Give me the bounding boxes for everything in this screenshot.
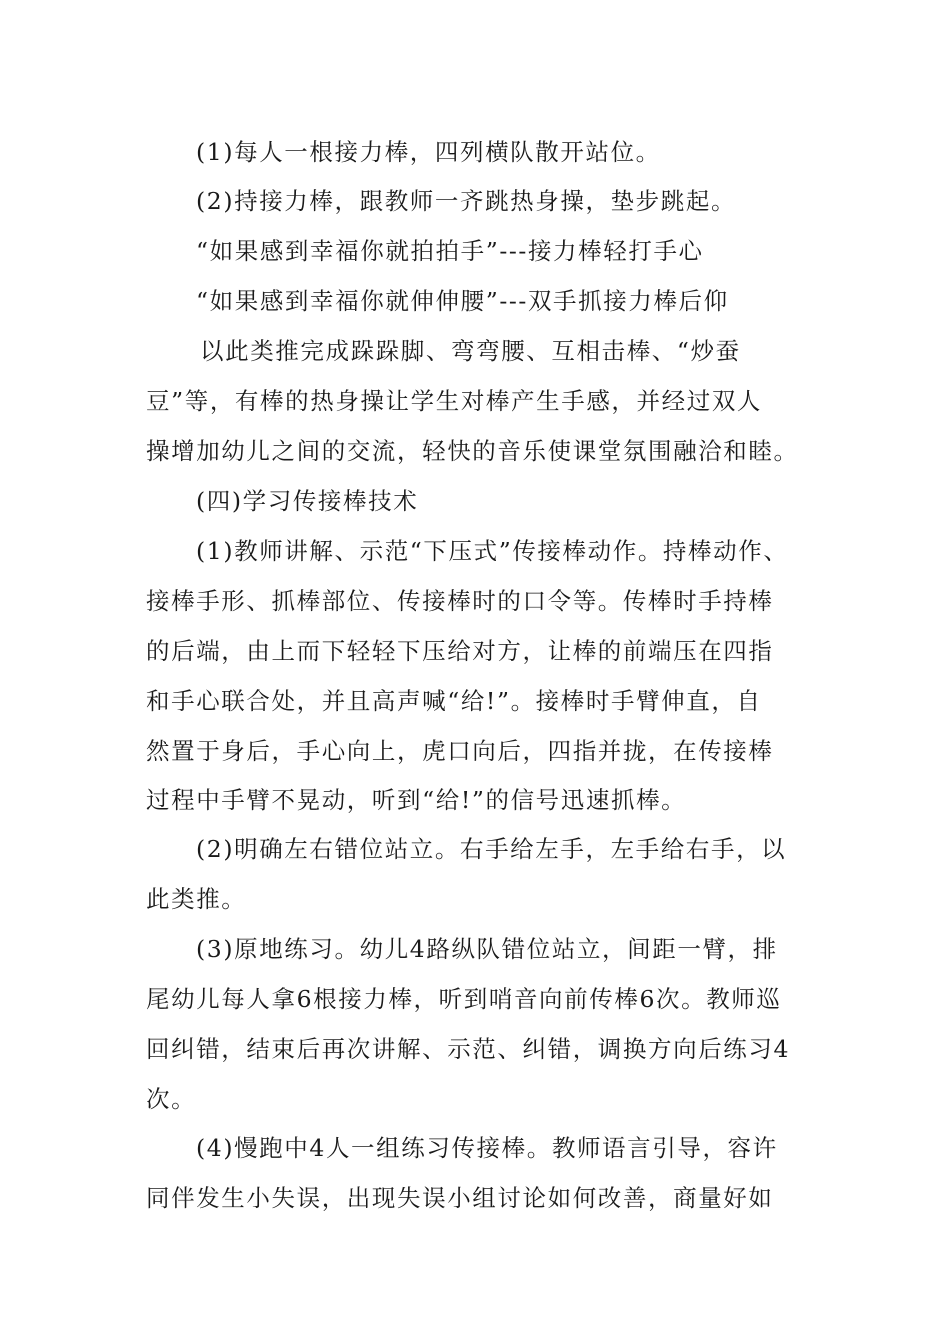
paragraph-line: 和手心联合处，并且高声喊“给!”。接棒时手臂伸直，自: [146, 687, 762, 715]
paragraph-line: 过程中手臂不晃动，听到“给!”的信号迅速抓棒。: [146, 786, 687, 814]
paragraph-line: 同伴发生小失误，出现失误小组讨论如何改善，商量好如: [146, 1184, 774, 1212]
paragraph-line: 回纠错，结束后再次讲解、示范、纠错，调换方向后练习4: [146, 1035, 791, 1063]
paragraph-line: 豆”等，有棒的热身操让学生对棒产生手感，并经过双人: [146, 387, 763, 415]
section-heading: (四)学习传接棒技术: [196, 487, 419, 515]
paragraph-line: 的后端，由上而下轻轻下压给对方，让棒的前端压在四指: [146, 637, 774, 665]
paragraph-line: (2)持接力棒，跟教师一齐跳热身操，垫步跳起。: [196, 187, 737, 215]
paragraph-line: (1)每人一根接力棒，四列横队散开站位。: [196, 138, 661, 166]
paragraph-line: (3)原地练习。幼儿4路纵队错位站立，间距一臂，排: [196, 935, 778, 963]
paragraph-line: 尾幼儿每人拿6根接力棒，听到哨音向前传棒6次。教师巡: [146, 985, 782, 1013]
paragraph-line: “如果感到幸福你就拍拍手”---接力棒轻打手心: [196, 237, 704, 265]
paragraph-line: 次。: [146, 1085, 197, 1113]
paragraph-line: (4)慢跑中4人一组练习传接棒。教师语言引导，容许: [196, 1134, 778, 1162]
paragraph-line: 以此类推完成跺跺脚、弯弯腰、互相击棒、“炒蚕: [200, 337, 741, 365]
paragraph-line: 此类推。: [146, 885, 247, 913]
paragraph-line: “如果感到幸福你就伸伸腰”---双手抓接力棒后仰: [196, 287, 729, 315]
paragraph-line: (1)教师讲解、示范“下压式”传接棒动作。持棒动作、: [196, 537, 789, 565]
paragraph-line: 然置于身后，手心向上，虎口向后，四指并拢，在传接棒: [146, 737, 774, 765]
paragraph-line: 接棒手形、抓棒部位、传接棒时的口令等。传棒时手持棒: [146, 587, 774, 615]
paragraph-line: (2)明确左右错位站立。右手给左手，左手给右手，以: [196, 835, 787, 863]
paragraph-line: 操增加幼儿之间的交流，轻快的音乐使课堂氛围融洽和睦。: [146, 437, 799, 465]
